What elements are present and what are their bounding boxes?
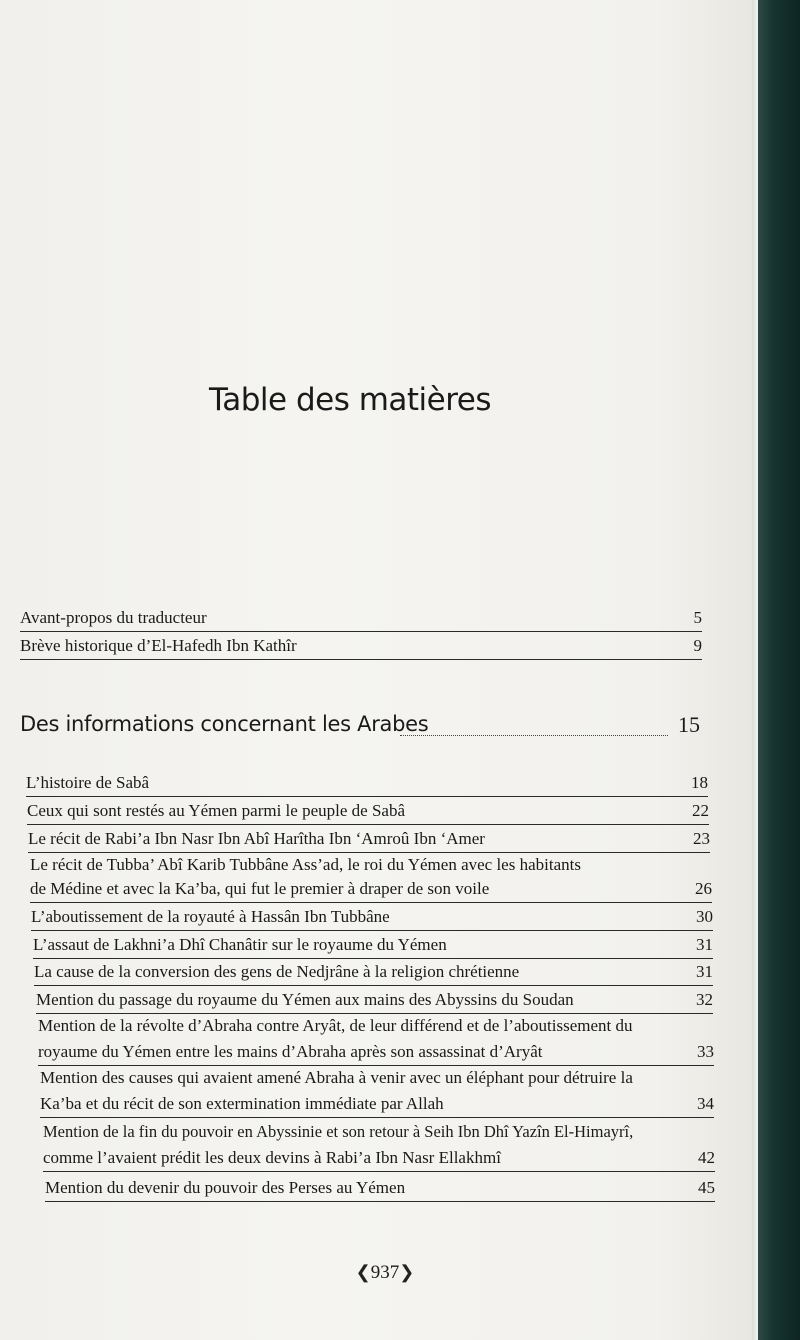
- toc-entry-page: 34: [697, 1094, 714, 1113]
- divider: [45, 1201, 715, 1202]
- divider: [20, 659, 702, 660]
- toc-entry-title: L’aboutissement de la royauté à Hassân Ibn Tubbâne: [31, 907, 390, 926]
- toc-entry-title-line-2: Ka’ba et du récit de son extermination immédiate par Allah: [40, 1094, 444, 1113]
- toc-entry-title: L’assaut de Lakhni’a Dhî Chanâtir sur le royaume du Yémen: [33, 935, 447, 954]
- page-title: Table des matières: [208, 382, 492, 418]
- toc-entry-title-line-2: comme l’avaient prédit les deux devins à Rabi’a Ibn Nasr Ellakhmî: [43, 1148, 501, 1167]
- toc-entry-page: 26: [695, 879, 712, 898]
- toc-entry-title-line-2: de Médine et avec la Ka’ba, qui fut le premier à draper de son voile: [30, 879, 490, 898]
- toc-entry: [38, 1014, 714, 1066]
- toc-entry-page: 31: [696, 962, 713, 981]
- bleed-through-text: [430, 690, 435, 709]
- toc-entry: [45, 1172, 715, 1202]
- toc-entry: [36, 986, 713, 1014]
- toc-entry-page: 23: [693, 829, 710, 848]
- toc-entry-page: 42: [698, 1148, 715, 1167]
- toc-entry-page: 45: [698, 1178, 715, 1197]
- toc-entry-page: 9: [693, 636, 702, 655]
- toc-entry-title: L’histoire de Sabâ: [26, 773, 150, 792]
- toc-entry-page: 31: [696, 935, 713, 954]
- page-number: [330, 1262, 440, 1284]
- toc-entry-page: 18: [691, 773, 708, 792]
- toc-entry-title: Brève historique d’El-Hafedh Ibn Kathîr: [20, 636, 297, 655]
- toc-entry: [31, 903, 713, 931]
- toc-entry: [40, 1066, 714, 1118]
- toc-entry-page: 22: [692, 801, 709, 820]
- toc-entry-title-line-1: Mention de la révolte d’Abraha contre Aryât, de leur différend et de l’aboutissement du: [38, 1016, 633, 1035]
- toc-entry-title-line-1: Mention de la fin du pouvoir en Abyssinie et son retour à Seih Ibn Dhî Yazîn El-Himayrî,: [43, 1122, 634, 1141]
- toc-entry-title: La cause de la conversion des gens de Nedjrâne à la religion chrétienne: [34, 962, 520, 981]
- toc-entry-title: Mention du passage du royaume du Yémen aux mains des Abyssins du Soudan: [36, 990, 574, 1009]
- left-ornament-icon: ❮: [355, 1262, 371, 1282]
- section-page: 15: [678, 712, 700, 737]
- toc-entry-front-2: [20, 630, 702, 660]
- section-heading: [20, 708, 700, 740]
- toc-entry: [30, 853, 712, 903]
- toc-entry-page: 32: [696, 990, 713, 1009]
- toc-entry-title: Avant-propos du traducteur: [20, 608, 207, 627]
- toc-entry-page: 5: [693, 608, 702, 627]
- toc-entry-page: 30: [696, 907, 713, 926]
- divider: [40, 1117, 714, 1118]
- toc-entry-title: Ceux qui sont restés au Yémen parmi le peuple de Sabâ: [27, 801, 405, 820]
- toc-entry: [27, 797, 709, 825]
- right-ornament-icon: ❯: [399, 1262, 415, 1282]
- toc-entry: [28, 825, 710, 853]
- toc-entry-title-line-2: royaume du Yémen entre les mains d’Abraha après son assassinat d’Aryât: [38, 1042, 543, 1061]
- toc-entry: [26, 768, 708, 797]
- toc-entry-title: Mention du devenir du pouvoir des Perses au Yémen: [45, 1178, 406, 1197]
- toc-entry-title-line-1: Le récit de Tubba’ Abî Karib Tubbâne Ass’ad, le roi du Yémen avec les habitants: [30, 855, 581, 874]
- toc-entry: [34, 959, 713, 986]
- page-number-value: 937: [370, 1262, 400, 1283]
- toc-entry-page: 33: [697, 1042, 714, 1061]
- toc-entry-title-line-1: Mention des causes qui avaient amené Abraha à venir avec un éléphant pour détruire la: [40, 1068, 633, 1087]
- book-cover-edge: [758, 0, 800, 1340]
- toc-entry: [33, 931, 713, 959]
- toc-entry-title: Le récit de Rabi’a Ibn Nasr Ibn Abî Harîtha Ibn ‘Amroû Ibn ‘Amer: [28, 829, 485, 848]
- section-title: Des informations concernant les Arabes: [20, 712, 429, 736]
- dot-leader: [400, 735, 668, 736]
- toc-entry: [43, 1120, 715, 1172]
- toc-entry-front-1: [20, 600, 702, 632]
